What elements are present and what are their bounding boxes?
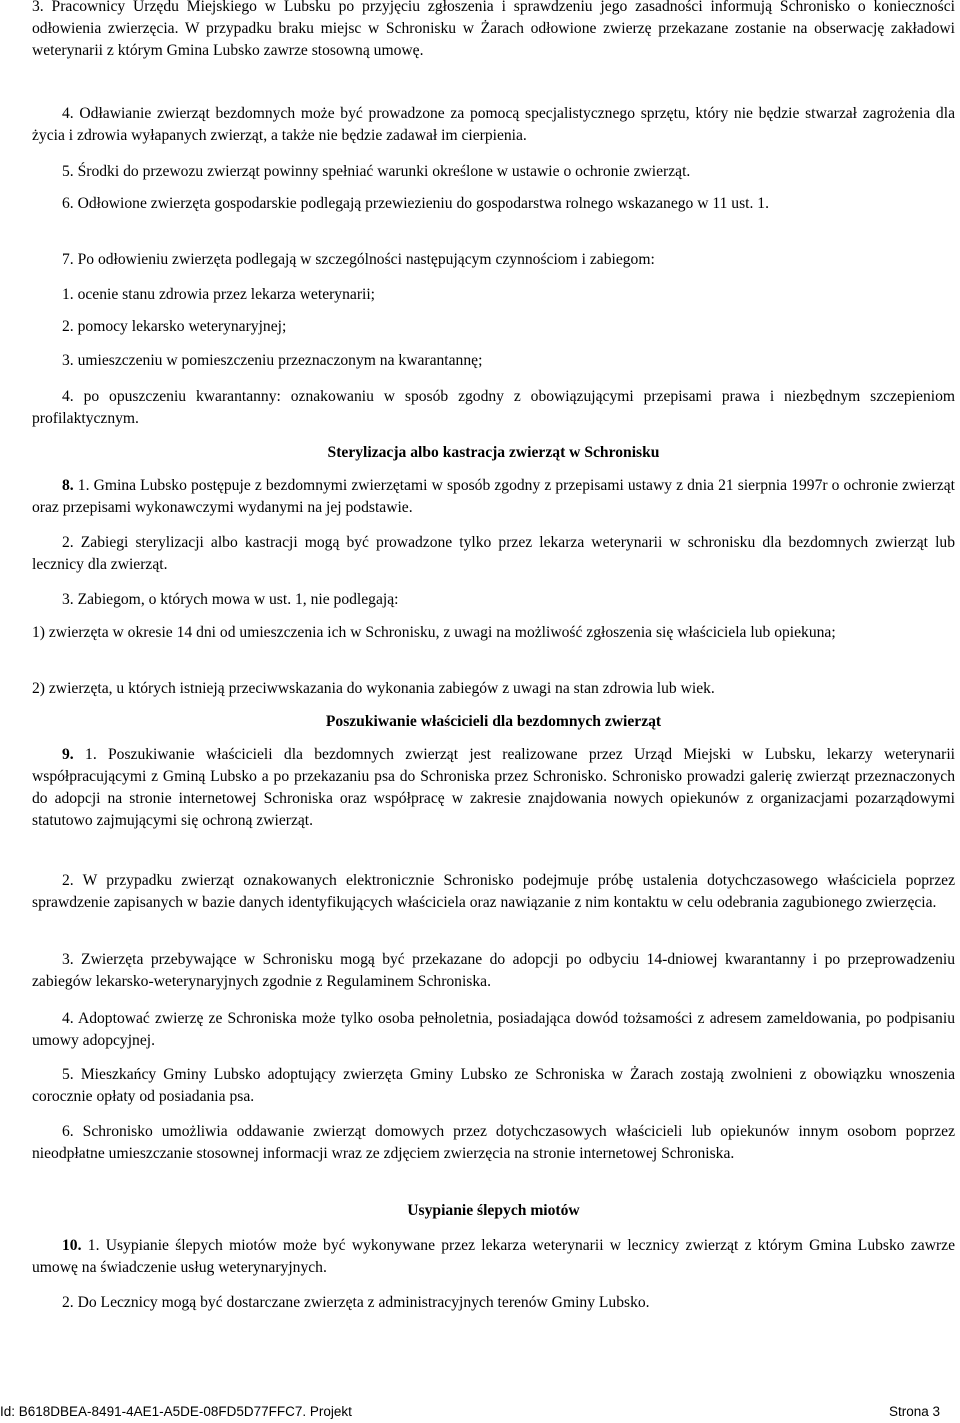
section-number: 9. [62, 746, 74, 763]
list-item: 1. ocenie stanu zdrowia przez lekarza weterynarii; [62, 286, 376, 303]
section-10-paragraph-1 [32, 1235, 955, 1279]
list-item: 2) zwierzęta, u których istnieją przeciwwskazania do wykonania zabiegów z uwagi na stan zdrowia lub wiek. [32, 680, 715, 697]
section-8-paragraph-1 [32, 475, 955, 519]
section-10-paragraph-2: 2. Do Lecznicy mogą być dostarczane zwierzęta z administracyjnych terenów Gminy Lubsko. [62, 1294, 650, 1311]
paragraph-text: 1. Poszukiwanie właścicieli dla bezdomnych zwierząt jest realizowane przez Urząd Miejski w Lubsku, lekarzy weterynarii współpracującymi z Gminą Lubsko a po przekazaniu psa do Schroniska przez Schronisko. Schronisko prowadzi galerię zwierząt przeznaczonych do adopcji na stronie internetowej Schroniska oraz współpracę w zakresie znajdowania nowych opiekunów z organizacjami pozarządowymi statutowo zajmującymi się ochroną zwierząt. [32, 746, 955, 829]
list-item: 2. pomocy lekarsko weterynaryjnej; [62, 318, 287, 335]
section-heading: Usypianie ślepych miotów [407, 1202, 580, 1219]
list-item: 4. po opuszczeniu kwarantanny: oznakowaniu w sposób zgodny z obowiązującymi przepisami prawa i niezbędnym szczepieniom profilaktycznym. [32, 388, 955, 427]
section-heading: Poszukiwanie właścicieli dla bezdomnych zwierząt [325, 713, 662, 730]
section-8-paragraph-2: 2. Zabiegi sterylizacji albo kastracji mogą być prowadzone tylko przez lekarza weterynarii w schronisku dla bezdomnych zwierząt lub lecznicy dla zwierząt. [32, 534, 955, 573]
section-9-paragraph-3: 3. Zwierzęta przebywające w Schronisku mogą być przekazane do adopcji po odbyciu 14-dniowej kwarantanny i po przeprowadzeniu zabiegów lekarsko-weterynaryjnych zgodnie z Regulaminem Schroniska. [32, 951, 955, 990]
section-9-paragraph-2: 2. W przypadku zwierząt oznakowanych elektronicznie Schronisko podejmuje próbę ustalenia dotychczasowego właściciela poprzez sprawdzenie zapisanych w bazie danych identyfikujących właściciela oraz nawiązanie z nim kontaktu w celu odebrania zagubionego zwierzęcia. [32, 872, 955, 911]
section-9-paragraph-4: 4. Adoptować zwierzę ze Schroniska może tylko osoba pełnoletnia, posiadająca dowód tożsamości z adresem zameldowania, po podpisaniu umowy adopcyjnej. [32, 1010, 955, 1049]
paragraph-6: 6. Odłowione zwierzęta gospodarskie podlegają przewiezieniu do gospodarstwa rolnego wskazanego w 11 ust. 1. [62, 195, 769, 212]
section-number: 10. [62, 1237, 82, 1254]
section-9-paragraph-5: 5. Mieszkańcy Gminy Lubsko adoptujący zwierzęta Gminy Lubsko ze Schroniska w Żarach zostają zwolnieni z obowiązku wnoszenia corocznie opłaty od posiadania psa. [32, 1066, 955, 1105]
section-9-paragraph-6: 6. Schronisko umożliwia oddawanie zwierząt domowych przez dotychczasowych właścicieli lub opiekunów innym osobom poprzez nieodpłatne umieszczanie stosownej informacji wraz ze zdjęciem zwierzęcia na stronie internetowej Schroniska. [32, 1123, 955, 1162]
list-item: 3. umieszczeniu w pomieszczeniu przeznaczonym na kwarantannę; [62, 352, 483, 369]
list-item: 1) zwierzęta w okresie 14 dni od umieszczenia ich w Schronisku, z uwagi na możliwość zgłoszenia się właściciela lub opiekuna; [32, 624, 836, 641]
paragraph-text: 1. Gmina Lubsko postępuje z bezdomnymi zwierzętami w sposób zgodny z przepisami ustawy z dnia 21 sierpnia 1997r o ochronie zwierząt oraz przepisami wykonawczymi wydanymi na jej podstawie. [32, 477, 955, 516]
page-number: Strona 3 [888, 1404, 940, 1419]
paragraph-text: 1. Usypianie ślepych miotów może być wykonywane przez lekarza weterynarii w lecznicy zwierząt z którym Gmina Lubsko zawrze umowę na świadczenie usług weterynaryjnych. [32, 1237, 955, 1276]
paragraph-4: 4. Odławianie zwierząt bezdomnych może być prowadzone za pomocą specjalistycznego sprzętu, który nie będzie stwarzał zagrożenia dla życia i zdrowia wyłapanych zwierząt, a także nie będzie zadawał im cierpienia. [32, 105, 955, 144]
document-id: Id: B618DBEA-8491-4AE1-A5DE-08FD5D77FFC7. Projekt [0, 1404, 352, 1419]
paragraph-3: 3. Pracownicy Urzędu Miejskiego w Lubsku po przyjęciu zgłoszenia i sprawdzeniu jego zasadności informują Schronisko o konieczności odłowienia zwierzęcia. W przypadku braku miejsc w Schronisku w Żarach odłowione zwierzę przekazane zostanie na obserwację zakładowi weterynarii z którym Gmina Lubsko zawrze stosowną umowę. [32, 0, 955, 59]
section-8-paragraph-3: 3. Zabiegom, o których mowa w ust. 1, nie podlegają: [62, 591, 399, 608]
section-heading: Sterylizacja albo kastracja zwierząt w Schronisku [327, 444, 660, 461]
section-9-paragraph-1 [32, 744, 955, 832]
paragraph-5: 5. Środki do przewozu zwierząt powinny spełniać warunki określone w ustawie o ochronie zwierząt. [62, 163, 691, 180]
section-number: 8. [62, 477, 74, 494]
paragraph-7: 7. Po odłowieniu zwierzęta podlegają w szczególności następującym czynnościom i zabiegom: [62, 251, 655, 268]
